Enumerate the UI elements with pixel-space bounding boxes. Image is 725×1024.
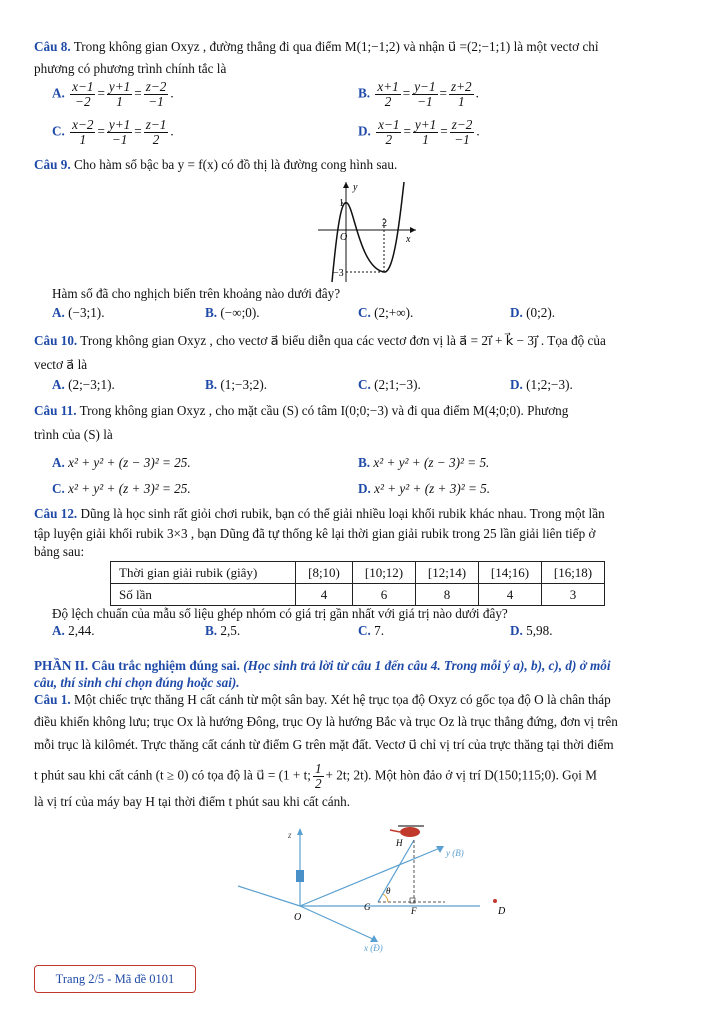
q8-option-a[interactable]: A. $\frac{x-1}{-2}$ = $\frac{y+1}{1}$ = $\frac{z-2}{-1}$ . xyxy=(52,79,174,109)
q12-option-b[interactable]: B. 2,5. xyxy=(205,623,241,638)
q10-option-c[interactable]: C. (2;1;−3). xyxy=(358,377,421,392)
fig-z-label: z xyxy=(288,830,292,840)
z-arrow xyxy=(297,828,303,835)
p2q1-line3: mỗi trục là kilômét. Trực thăng cất cánh từ điểm G trên mặt đất. Vectơ u⃗ chỉ vị trí của trực thăng tại thời điểm xyxy=(34,737,614,752)
y-axis xyxy=(300,848,440,906)
q8-a-frac3: $\frac{z-2}{-1}$ xyxy=(145,79,167,109)
p2q1-line4: t phút sau khi cất cánh (t ≥ 0) có tọa độ là u⃗ = (1 + t; $\frac{1}{2}$ + 2t; 2t). Một hòn đảo ở vị trí D(150;115;0). Gọi M xyxy=(34,761,597,791)
p2q1-line5: là vị trí của máy bay H tại thời điểm t phút sau khi cất cánh. xyxy=(34,794,351,809)
p2q1-label: Câu 1. xyxy=(34,692,71,707)
q8-a-frac1: $\frac{x-1}{-2}$ xyxy=(72,79,94,109)
q9-stem xyxy=(34,157,397,173)
q8-option-c[interactable]: C. $\frac{x-2}{1}$ = $\frac{y+1}{-1}$ = $\frac{z-1}{2}$ . xyxy=(52,117,174,147)
q8-d-frac3: $\frac{z-2}{-1}$ xyxy=(451,117,473,147)
graph-y-label: y xyxy=(353,182,358,193)
q8-a-frac2: $\frac{y+1}{1}$ xyxy=(108,79,131,109)
q11-option-b[interactable]: B. x² + y² + (z − 3)² = 5. xyxy=(358,455,490,470)
fig-g-label: G xyxy=(364,902,371,912)
q8-c-frac3: $\frac{z-1}{2}$ xyxy=(145,117,167,147)
helicopter-3d-figure xyxy=(230,818,520,953)
q12-label: Câu 12. xyxy=(34,506,78,521)
p2q1-line2: điều khiển không lưu; trục Ox là hướng Đông, trục Oy là hướng Bắc và trục Oz là trục thẳng đứng, đơn vị trên xyxy=(34,714,618,729)
q11-option-a[interactable]: A. x² + y² + (z − 3)² = 25. xyxy=(52,455,191,470)
graph-tick-minus3: −3 xyxy=(333,268,344,279)
q9-cubic-graph xyxy=(318,178,418,284)
table-header-cell: Thời gian giải rubik (giây) xyxy=(111,562,296,584)
q10-stem xyxy=(34,333,606,349)
helicopter-icon xyxy=(390,826,424,837)
q8-c-label: C. xyxy=(52,123,65,139)
q8-c-frac1: $\frac{x-2}{1}$ xyxy=(72,117,94,147)
graph-origin: O xyxy=(340,232,348,243)
island-point xyxy=(493,899,497,903)
fig-theta-label: θ xyxy=(386,886,391,896)
graph-x-arrow xyxy=(410,227,416,233)
q9-option-a[interactable]: A. (−3;1). xyxy=(52,305,105,320)
table-cell: 6 xyxy=(353,584,416,606)
table-header-cell: [8;10) xyxy=(296,562,353,584)
graph-x-label: x xyxy=(406,234,411,245)
q11-stem xyxy=(34,403,568,419)
q12-option-d[interactable]: D. 5,98. xyxy=(510,623,553,638)
q9-option-c[interactable]: C. (2;+∞). xyxy=(358,305,414,320)
q10-option-a[interactable]: A. (2;−3;1). xyxy=(52,377,115,392)
q8-option-b[interactable]: B. $\frac{x+1}{2}$ = $\frac{y-1}{-1}$ = $\frac{z+2}{1}$ . xyxy=(358,79,479,109)
p2q1-line1: Câu 1. Một chiếc trực thăng H cất cánh từ một sân bay. Xét hệ trục tọa độ Oxyz có gốc tọa độ O là chân tháp xyxy=(34,692,611,707)
table-header-cell: [16;18) xyxy=(542,562,605,584)
q12-option-a[interactable]: A. 2,44. xyxy=(52,623,95,638)
q11-stem-2: trình của (S) là xyxy=(34,427,113,442)
q12-stem xyxy=(34,506,605,522)
q12-text: Dũng là học sinh rất giỏi chơi rubik, bạn có thể giải nhiều loại khối rubik khác nhau. Trong một lần xyxy=(80,506,605,521)
p2q1-frac: $\frac{1}{2}$ xyxy=(314,761,322,791)
part2-heading-2: câu, thí sinh chỉ chọn đúng hoặc sai). xyxy=(34,675,240,690)
fig-d-label: D xyxy=(498,906,506,917)
q8-option-d[interactable]: D. $\frac{x-1}{2}$ = $\frac{y+1}{1}$ = $\frac{z-2}{-1}$ . xyxy=(358,117,480,147)
part2-title: PHẦN II. Câu trắc nghiệm đúng sai. xyxy=(34,658,240,673)
graph-tick-2: 2 xyxy=(382,218,387,229)
table-cell: 3 xyxy=(542,584,605,606)
q8-stem xyxy=(34,39,599,55)
q8-stem-2: phương có phương trình chính tắc là xyxy=(34,61,227,76)
fig-x-label: x (Đ) xyxy=(364,943,383,953)
control-tower xyxy=(296,870,304,882)
q10-option-b[interactable]: B. (1;−3;2). xyxy=(205,377,268,392)
part2-heading xyxy=(34,658,611,674)
table-cell: Số lần xyxy=(111,584,296,606)
q9-text: Cho hàm số bậc ba y = f(x) có đồ thị là đường cong hình sau. xyxy=(73,157,398,172)
q8-d-label: D. xyxy=(358,123,371,139)
table-cell: 4 xyxy=(296,584,353,606)
q12-stem-2: tập luyện giải khối rubik 3×3 , bạn Dũng đã tự thống kê lại thời gian giải rubik trong 25 lần giải liên tiếp ở xyxy=(34,526,596,541)
table-header-cell: [14;16) xyxy=(479,562,542,584)
q10-text: Trong không gian Oxyz , cho vectơ a⃗ biểu diễn qua các vectơ đơn vị là a⃗ = 2i⃗ + k⃗ − 3j⃗ . Tọa độ của xyxy=(80,333,606,348)
q8-b-frac2: $\frac{y-1}{-1}$ xyxy=(414,79,436,109)
q10-option-d[interactable]: D. (1;2;−3). xyxy=(510,377,573,392)
table-row xyxy=(111,584,605,606)
q8-d-frac1: $\frac{x-1}{2}$ xyxy=(378,117,400,147)
q10-stem-2: vectơ a⃗ là xyxy=(34,357,88,372)
q12-question: Độ lệch chuẩn của mẫu số liệu ghép nhóm có giá trị gần nhất với giá trị nào dưới đây? xyxy=(52,606,508,621)
q9-option-b[interactable]: B. (−∞;0). xyxy=(205,305,260,320)
q12-stem-3: bảng sau: xyxy=(34,544,85,559)
q9-option-d[interactable]: D. (0;2). xyxy=(510,305,556,320)
q8-text: Trong không gian Oxyz , đường thẳng đi qua điểm M(1;−1;2) và nhận u⃗ =(2;−1;1) là một vectơ chỉ xyxy=(73,39,599,54)
q8-label: Câu 8. xyxy=(34,39,71,54)
page-footer: Trang 2/5 - Mã đề 0101 xyxy=(34,965,196,993)
q9-question: Hàm số đã cho nghịch biến trên khoảng nào dưới đây? xyxy=(52,286,341,301)
q8-b-frac3: $\frac{z+2}{1}$ xyxy=(450,79,472,109)
q8-b-label: B. xyxy=(358,85,371,101)
fig-o-label: O xyxy=(294,912,302,923)
q11-label: Câu 11. xyxy=(34,403,77,418)
q8-d-frac2: $\frac{y+1}{1}$ xyxy=(414,117,437,147)
table-header-cell: [12;14) xyxy=(416,562,479,584)
q12-option-c[interactable]: C. 7. xyxy=(358,623,385,638)
ground-line-left xyxy=(238,886,300,906)
table-cell: 8 xyxy=(416,584,479,606)
fig-y-label: y (B) xyxy=(446,848,464,858)
fig-h-label: H xyxy=(396,838,403,848)
q9-label: Câu 9. xyxy=(34,157,71,172)
fig-f-label: F xyxy=(411,906,417,916)
q8-a-label: A. xyxy=(52,85,65,101)
q11-option-d[interactable]: D. x² + y² + (z + 3)² = 5. xyxy=(358,481,491,496)
q11-text: Trong không gian Oxyz , cho mặt cầu (S) có tâm I(0;0;−3) và đi qua điểm M(4;0;0). Phương xyxy=(79,403,569,418)
graph-y-arrow xyxy=(343,182,349,188)
part2-instruction: (Học sinh trả lời từ câu 1 đến câu 4. Trong mỗi ý a), b), c), d) ở mỗi xyxy=(243,658,611,673)
table-cell: 4 xyxy=(479,584,542,606)
table-header-cell: [10;12) xyxy=(353,562,416,584)
q8-c-frac2: $\frac{y+1}{-1}$ xyxy=(108,117,131,147)
table-header-row xyxy=(111,562,605,584)
q11-option-c[interactable]: C. x² + y² + (z + 3)² = 25. xyxy=(52,481,191,496)
rubik-frequency-table xyxy=(110,561,605,606)
graph-tick-1: 1 xyxy=(339,198,344,209)
q8-b-frac1: $\frac{x+1}{2}$ xyxy=(377,79,399,109)
q10-label: Câu 10. xyxy=(34,333,78,348)
